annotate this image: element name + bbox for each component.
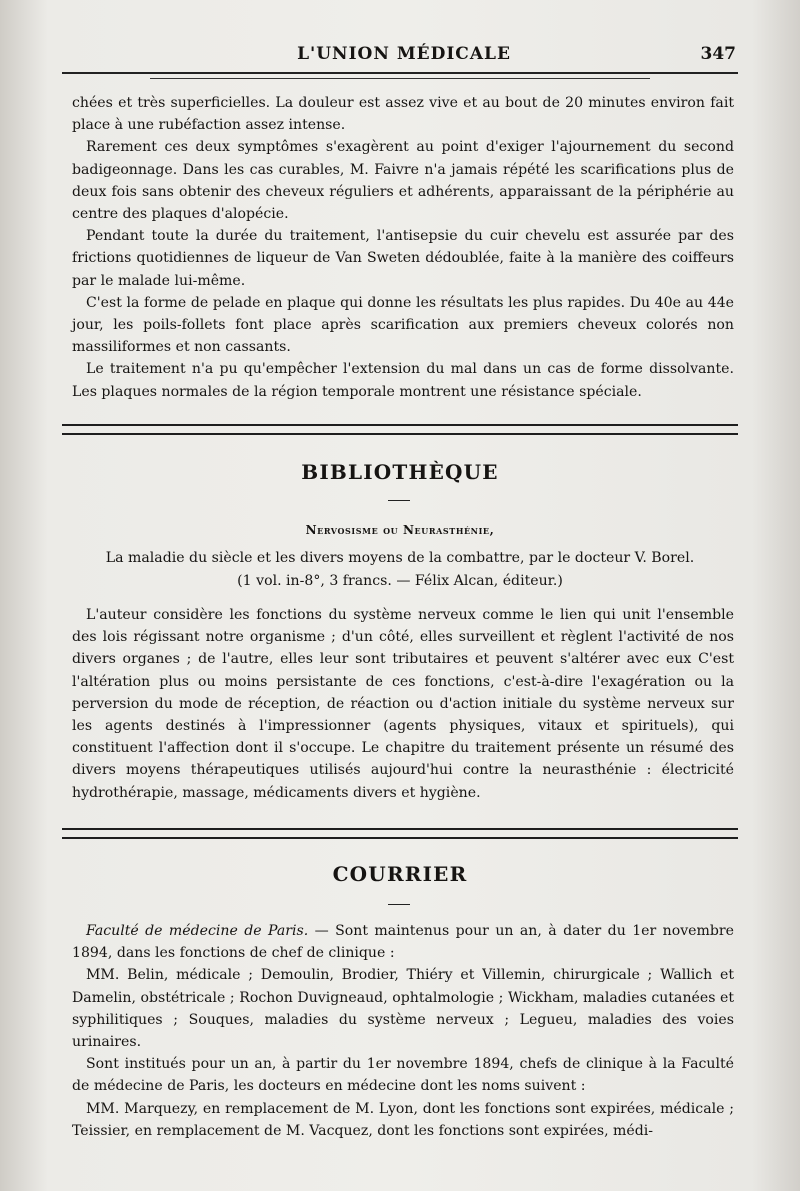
paragraph-traitement: Le traitement n'a pu qu'empêcher l'extension du mal dans un cas de forme dissolvante. Les plaques normales de la région temporale montrent une résistance spéciale. [72, 361, 734, 400]
courrier-chefs-maintenus: MM. Belin, médicale ; Demoulin, Brodier, Thiéry et Villemin, chirurgicale ; Wallich et Damelin, obstétricale ; Rochon Duvigneaud, ophtalmologie ; Wickham, maladies cutanées et syphilitiques ; Souques, maladies du système nerveux ; Legueu, maladies des voies urinaires. [72, 967, 734, 1051]
section-title-bibliotheque: BIBLIOTHÈQUE [301, 460, 499, 484]
paragraph-badigeonnage: Rarement ces deux symptômes s'exagèrent au point d'exiger l'ajournement du second badigeonnage. Dans les cas curables, M. Faivre n'a jamais répété les scarifications plus de deux fois sans obtenir des cheveux réguliers et adhérents, apparaissant de la périphérie au centre des plaques d'alopécie. [72, 139, 734, 223]
title-dash-2 [388, 904, 410, 905]
section-double-rule [62, 424, 738, 435]
book-subheading: Nervosisme ou Neurasthénie, [305, 523, 495, 537]
top-section [72, 92, 734, 403]
courrier-chefs-institues: Sont institués pour un an, à partir du 1er novembre 1894, chefs de clinique à la Faculté de médecine de Paris, les docteurs en médecine dont les noms suivent : [72, 1056, 734, 1095]
courrier-lead-paragraph [72, 920, 734, 964]
running-title: L'UNION MÉDICALE [297, 44, 511, 64]
courrier-remplacements: MM. Marquezy, en remplacement de M. Lyon, dont les fonctions sont expirées, médicale ; Teissier, en remplacement de M. Vacquez, dont les fonctions sont expirées, médi- [72, 1100, 734, 1139]
paragraph-continuation: chées et très superficielles. La douleur est assez vive et au bout de 20 minutes environ fait place à une rubéfaction assez intense. [72, 95, 734, 134]
paragraph-pelade: C'est la forme de pelade en plaque qui donne les résultats les plus rapides. Du 40e au 44e jour, les poils-follets font place après scarification aux premiers cheveux colorés non massiliformes et non cassants. [72, 294, 734, 356]
header-subrule [150, 78, 650, 79]
page-header [70, 44, 738, 68]
section-title-courrier: COURRIER [332, 862, 468, 886]
courrier-lead-italic: Faculté de médecine de Paris. [86, 923, 309, 939]
courrier-body [72, 920, 734, 1142]
paragraph-antisepsie: Pendant toute la durée du traitement, l'antisepsie du cuir chevelu est assurée par des frictions quotidiennes de liqueur de Van Sweten dédoublée, faite à la manière des coiffeurs par le malade lui-même. [72, 228, 734, 289]
title-dash [388, 500, 410, 501]
section-double-rule-2 [62, 828, 738, 839]
bibliotheque-body [72, 604, 734, 804]
review-paragraph: L'auteur considère les fonctions du système nerveux comme le lien qui unit l'ensemble des lois régissant notre organisme ; d'un côté, elles surveillent et règlent l'activité de nos divers organes ; de l'autre, elles leur sont tributaires et peuvent s'altérer avec eux C'est l'altération plus ou moins persistante de ces fonctions, c'est-à-dire l'exagération ou la perversion du mode de réception, de réaction ou d'action initiale du système nerveux sur les agents destinés à l'impressionner (agents physiques, vitaux et spirituels), qui constituent l'affection dont il s'occupe. Le chapitre du traitement présente un résumé des divers moyens thérapeutiques utilisés aujourd'hui contre la neurasthénie : électricité hydrothérapie, massage, médicaments divers et hygiène. [72, 607, 734, 801]
page-number: 347 [700, 44, 736, 64]
book-title-line: La maladie du siècle et les divers moyens de la combattre, par le docteur V. Borel. [105, 550, 695, 566]
book-publication-line: (1 vol. in-8°, 3 francs. — Félix Alcan, éditeur.) [237, 573, 563, 589]
courrier-lead-rest: — Sont maintenus pour un an, à dater du 1er novembre 1894, dans les fonctions de chef de clinique : [72, 923, 734, 962]
header-rule [62, 72, 738, 74]
